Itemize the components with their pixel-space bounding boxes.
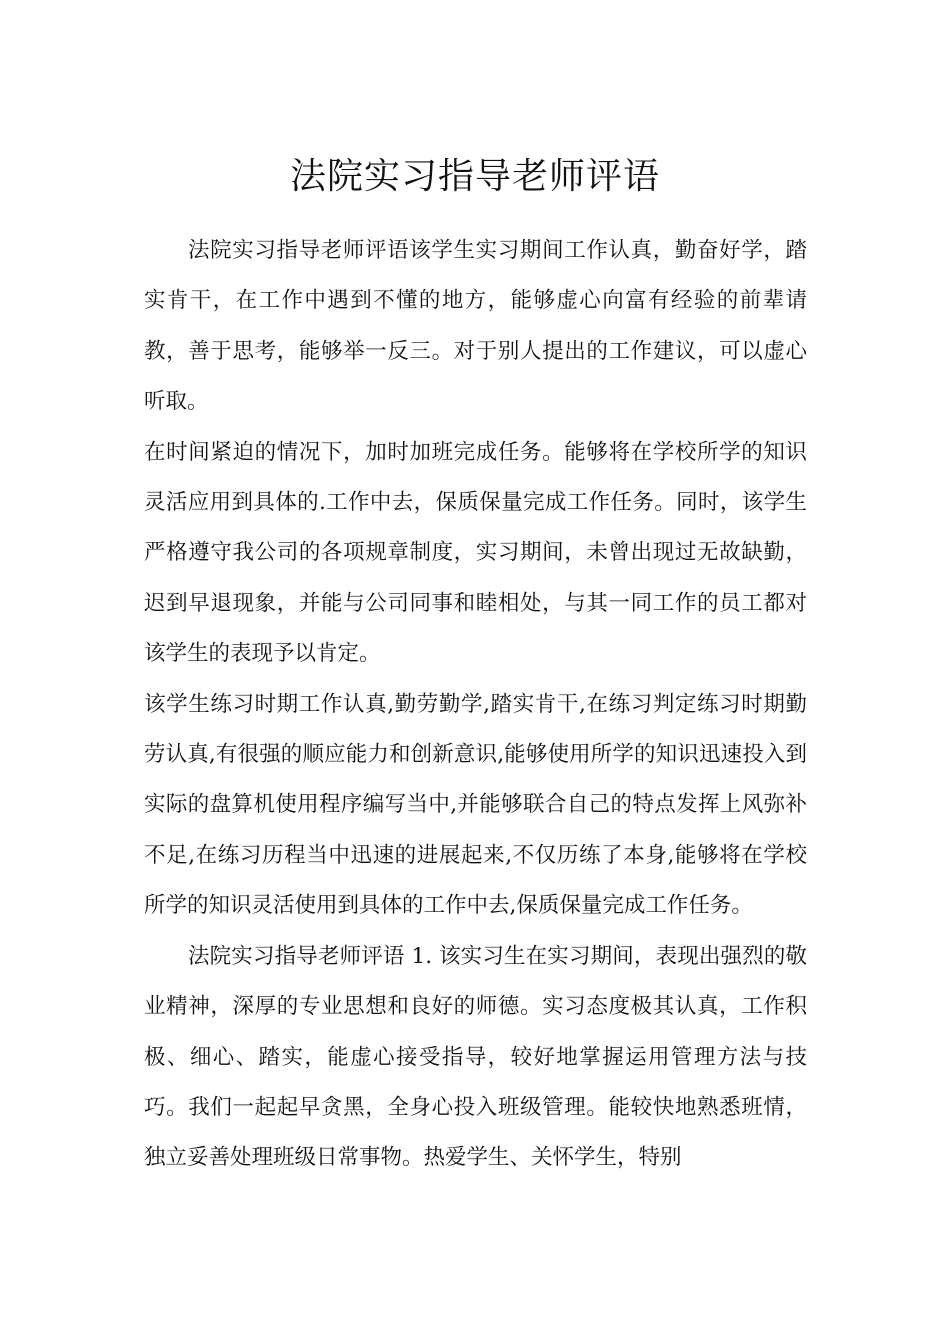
- paragraph-1: 法院实习指导老师评语该学生实习期间工作认真，勤奋好学，踏实肯干，在工作中遇到不懂的地方，能够虚心向富有经验的前辈请教，善于思考，能够举一反三。对于别人提出的工作建议，可以虚心听取。: [144, 238, 807, 415]
- paragraph-4: 法院实习指导老师评语 1. 该实习生在实习期间，表现出强烈的敬业精神，深厚的专业思想和良好的师德。实习态度极其认真，工作积极、细心、踏实，能虚心接受指导，较好地掌握运用管理方法与技巧。我们一起起早贪黑，全身心投入班级管理。能较快地熟悉班情，独立妥善处理班级日常事物。热爱学生、关怀学生，特别: [144, 943, 807, 1171]
- document-title: 法院实习指导老师评语: [289, 156, 660, 198]
- document-body: [144, 226, 807, 1184]
- paragraph-2: 在时间紧迫的情况下，加时加班完成任务。能够将在学校所学的知识灵活应用到具体的.工作中去，保质保量完成工作任务。同时，该学生严格遵守我公司的各项规章制度，实习期间，未曾出现过无故缺勤，迟到早退现象，并能与公司同事和睦相处，与其一同工作的员工都对该学生的表现予以肯定。: [144, 439, 807, 667]
- paragraph-3: 该学生练习时期工作认真,勤劳勤学,踏实肯干,在练习判定练习时期勤劳认真,有很强的顺应能力和创新意识,能够使用所学的知识迅速投入到实际的盘算机使用程序编写当中,并能够联合自己的特点发挥上风弥补不足,在练习历程当中迅速的进展起来,不仅历练了本身,能够将在学校所学的知识灵活使用到具体的工作中去,保质保量完成工作任务。: [144, 691, 807, 919]
